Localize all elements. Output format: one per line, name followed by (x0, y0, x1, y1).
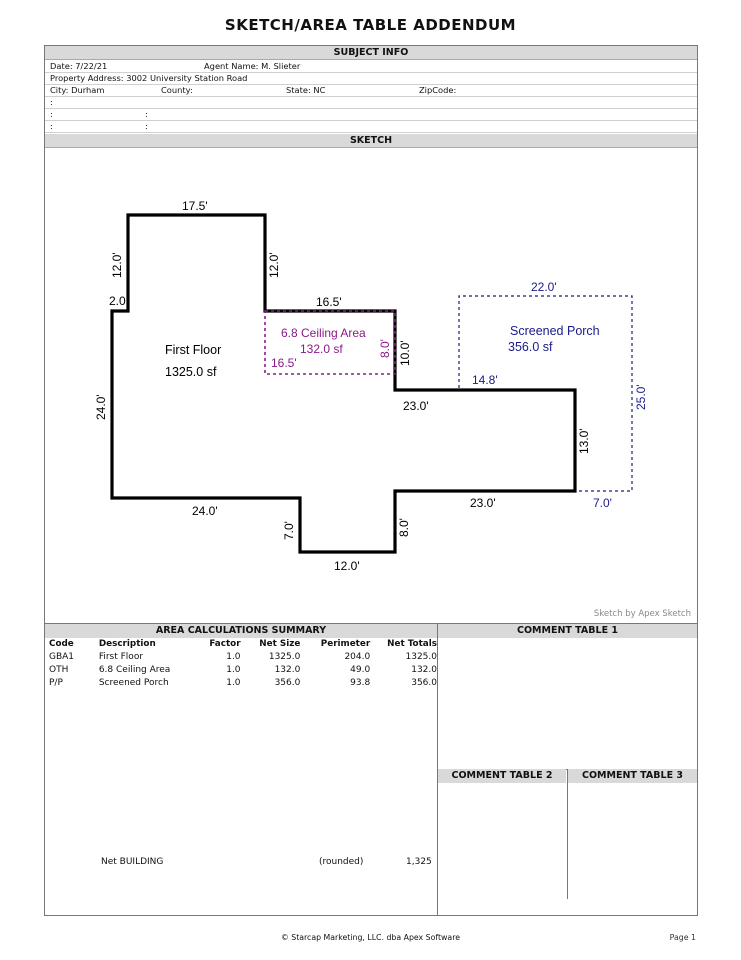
dim-top: 17.5' (182, 199, 208, 213)
cell-factor: 1.0 (226, 664, 241, 675)
dim-left-upper: 12.0' (110, 252, 124, 278)
info-row-blank-3 (45, 121, 697, 133)
dim-bottom-right: 23.0' (470, 496, 496, 510)
area-calculations-summary (45, 624, 437, 916)
cell-net-size: 132.0 (274, 664, 301, 675)
cell-code: GBA1 (49, 651, 75, 662)
cell-perimeter: 204.0 (344, 651, 371, 662)
sketch-header: SKETCH (45, 134, 697, 148)
cell-factor: 1.0 (226, 677, 241, 688)
subject-info-header: SUBJECT INFO (45, 46, 697, 60)
dim-notch-right: 8.0' (397, 518, 411, 537)
agent-text: Agent Name: M. Slieter (204, 61, 301, 71)
floor-plan-svg (45, 148, 697, 624)
dim-notch-left: 7.0' (282, 521, 296, 540)
info-row-blank-2 (45, 109, 697, 121)
cell-net-total: 132.0 (411, 664, 437, 675)
cell-perimeter: 49.0 (350, 664, 371, 675)
col-net-size: Net Size (259, 639, 301, 649)
comment-table-2-header: COMMENT TABLE 2 (438, 769, 566, 783)
dim-porch-right: 25.0' (634, 384, 648, 410)
cell-description: 6.8 Ceiling Area (98, 664, 171, 675)
dim-bottom-left: 24.0' (192, 504, 218, 518)
area-calc-table (49, 638, 437, 689)
info-row-address (45, 73, 697, 85)
city-text: City: Durham (50, 85, 105, 95)
net-building-label: Net BUILDING (101, 857, 164, 867)
page-title: SKETCH/AREA TABLE ADDENDUM (224, 16, 517, 34)
table-row (49, 650, 437, 663)
first-floor-outline (112, 215, 575, 552)
col-description: Description (98, 639, 156, 649)
colon-text: : (145, 109, 148, 119)
info-row-city (45, 85, 697, 97)
dim-mid-right: 23.0' (403, 399, 429, 413)
ceiling-area-label: 6.8 Ceiling Area (281, 326, 366, 340)
addendum-frame (44, 45, 698, 916)
cell-net-size: 1325.0 (268, 651, 301, 662)
first-floor-area: 1325.0 sf (165, 365, 217, 379)
info-row-date (45, 61, 697, 73)
comment-table-3-header: COMMENT TABLE 3 (568, 769, 697, 783)
dim-step: 2.0 (109, 294, 126, 308)
dim-left-side: 24.0' (94, 394, 108, 420)
dim-porch-bottom: 7.0' (593, 496, 612, 510)
dim-porch-top: 22.0' (531, 280, 557, 294)
cell-description: First Floor (98, 651, 144, 662)
cell-net-total: 1325.0 (405, 651, 437, 662)
colon-text: : (145, 121, 148, 131)
dim-ceiling-outer: 10.0' (398, 340, 412, 366)
colon-text: : (50, 109, 53, 119)
porch-area: 356.0 sf (508, 340, 553, 354)
footer-copyright: © Starcap Marketing, LLC. dba Apex Software (280, 933, 461, 942)
table-row (49, 663, 437, 676)
dim-right-upper: 12.0' (267, 252, 281, 278)
cell-code: OTH (49, 664, 69, 675)
info-row-blank-1 (45, 97, 697, 109)
area-calc-header: AREA CALCULATIONS SUMMARY (45, 624, 437, 638)
floor-plan-sketch (45, 148, 697, 624)
cell-factor: 1.0 (226, 651, 241, 662)
col-net-totals: Net Totals (387, 639, 437, 649)
divider (567, 769, 568, 899)
state-text: State: NC (286, 85, 326, 95)
col-code: Code (49, 639, 74, 649)
dim-ceiling-bottom: 16.5' (271, 356, 297, 370)
dim-notch-bottom: 12.0' (334, 559, 360, 573)
colon-text: : (50, 97, 53, 107)
cell-code: P/P (49, 677, 63, 688)
sketch-credit: Sketch by Apex Sketch (593, 609, 691, 619)
area-calc-header-row (49, 638, 437, 650)
dim-east: 13.0' (577, 428, 591, 454)
date-text: Date: 7/22/21 (50, 61, 108, 71)
comment-table-1-header: COMMENT TABLE 1 (438, 624, 697, 638)
net-building-value: 1,325 (406, 857, 432, 867)
colon-text: : (50, 121, 53, 131)
cell-perimeter: 93.8 (350, 677, 371, 688)
address-text: Property Address: 3002 University Station Road (50, 73, 248, 83)
net-building-rounded: (rounded) (319, 857, 364, 867)
cell-net-size: 356.0 (274, 677, 301, 688)
dim-porch-inner: 14.8' (472, 373, 498, 387)
porch-label: Screened Porch (510, 324, 600, 338)
dim-ceiling-side: 8.0' (378, 339, 392, 358)
cell-net-total: 356.0 (411, 677, 437, 688)
dim-ceiling-top: 16.5' (316, 295, 342, 309)
col-perimeter: Perimeter (320, 639, 371, 649)
col-factor: Factor (209, 639, 241, 649)
table-row (49, 676, 437, 689)
county-text: County: (161, 85, 193, 95)
cell-description: Screened Porch (98, 677, 169, 688)
page-number: Page 1 (669, 933, 696, 942)
zip-text: ZipCode: (419, 85, 457, 95)
first-floor-label: First Floor (165, 343, 222, 357)
ceiling-area-size: 132.0 sf (300, 342, 343, 356)
